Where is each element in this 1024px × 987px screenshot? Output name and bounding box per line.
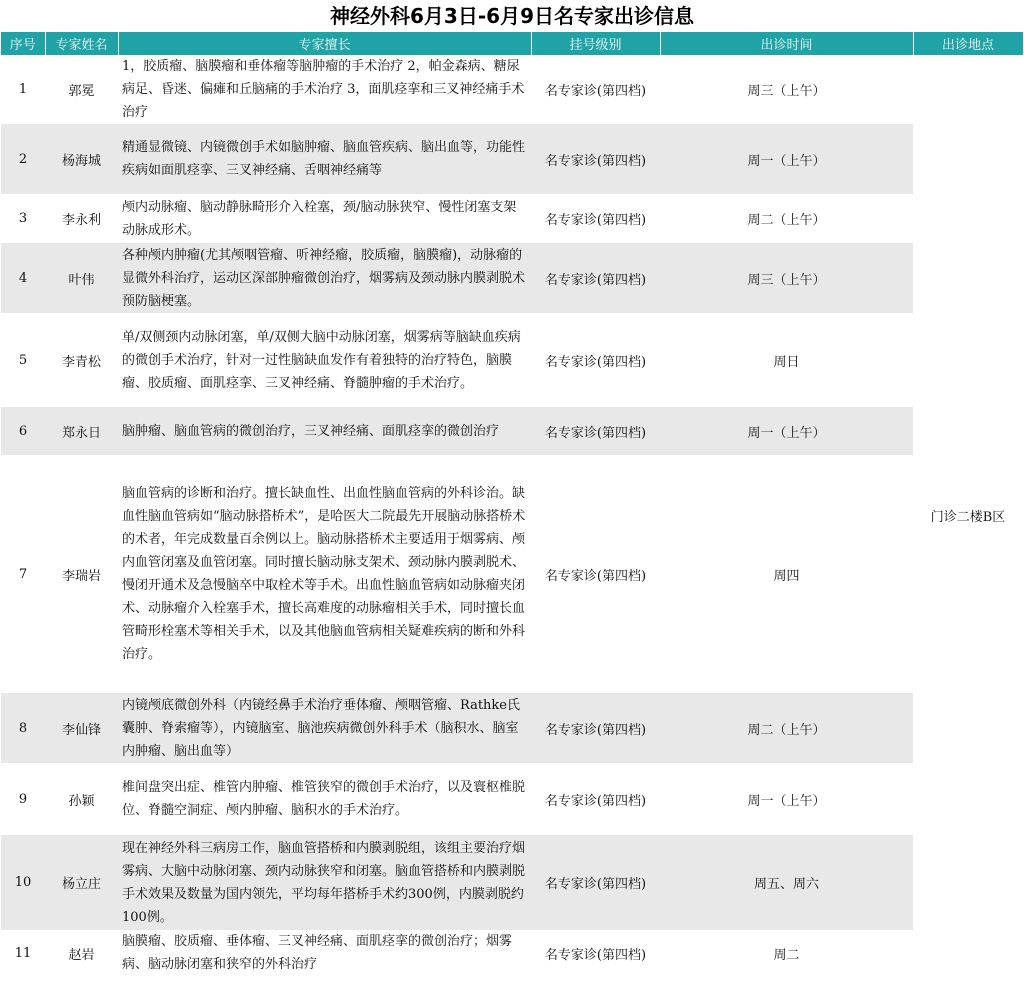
header-level: 挂号级别 [531,32,660,55]
row-specialty: 现在神经外科三病房工作，脑血管搭桥和内膜剥脱组，该组主要治疗烟雾病、大脑中动脉闭塞、颈内动脉狭窄和闭塞。脑血管搭桥和内膜剥脱手术效果及数量为国内领先，平均每年搭桥手术约300例，内膜剥脱约100例。 [118,835,531,930]
row-no: 9 [18,791,28,807]
row-time: 周一（上午） [660,124,913,194]
row-no: 3 [18,211,28,226]
row-no: 10 [1,835,45,930]
row-name: 叶伟 [45,243,118,313]
row-level: 名专家诊(第四档) [544,793,647,809]
row-level: 名专家诊(第四档) [531,243,660,313]
table-header-row [1,32,1023,55]
row-specialty: 各种颅内肿瘤(尤其颅咽管瘤、听神经瘤，胶质瘤，脑膜瘤)，动脉瘤的显微外科治疗，运动区深部肿瘤微创治疗，烟雾病及颈动脉内膜剥脱术预防脑梗塞。 [118,243,531,313]
row-specialty: 1，胶质瘤、脑膜瘤和垂体瘤等脑肿瘤的手术治疗 2，帕金森病、糖尿病足、昏迷、偏瘫和丘脑痛的手术治疗 3，面肌痉挛和三叉神经痛手术治疗 [122,59,525,120]
row-no: 2 [1,124,45,194]
row-no: 7 [18,566,28,582]
row-time: 周四 [773,568,800,584]
header-location: 出诊地点 [913,32,1023,55]
row-specialty: 脑肿瘤、脑血管病的微创治疗，三叉神经痛、面肌痉挛的微创治疗 [118,407,531,455]
row-no: 6 [1,407,45,455]
table-row [1,455,1023,693]
header-no: 序号 [1,32,45,55]
row-name: 李青松 [61,354,101,370]
row-no: 5 [18,352,28,368]
row-name: 孙颖 [68,793,95,809]
row-level: 名专家诊(第四档) [531,835,660,930]
row-time: 周五、周六 [660,835,913,930]
header-name: 专家姓名 [45,32,118,55]
table-row [1,407,1023,455]
row-specialty: 内镜颅底微创外科（内镜经鼻手术治疗垂体瘤、颅咽管瘤、Rathke氏囊肿、脊索瘤等），内镜脑室、脑池疾病微创外科手术（脑积水、脑室内肿瘤、脑出血等） [118,693,531,763]
row-time: 周日 [773,354,800,370]
row-time: 周三（上午） [747,84,826,99]
row-no: 4 [1,243,45,313]
row-specialty: 颅内动脉瘤、脑动静脉畸形介入栓塞，颈/脑动脉狭窄、慢性闭塞支架动脉成形术。 [122,199,517,238]
row-name: 郑永日 [45,407,118,455]
page-title: 神经外科6月3日-6月9日名专家出诊信息 [330,4,694,28]
row-name: 郭冕 [68,84,95,99]
row-level: 名专家诊(第四档) [544,354,647,370]
header-specialty: 专家擅长 [118,32,531,55]
row-name: 李永利 [61,213,101,228]
row-time: 周二（上午） [660,693,913,763]
expert-schedule-table [1,32,1024,976]
clinic-location: 门诊二楼B区 [913,55,1023,976]
row-time: 周二 [773,947,800,963]
row-level: 名专家诊(第四档) [544,84,647,99]
row-time: 周二（上午） [747,213,826,228]
row-no: 11 [14,945,32,961]
row-level: 名专家诊(第四档) [544,568,647,584]
header-time: 出诊时间 [660,32,913,55]
row-specialty: 精通显微镜、内镜微创手术如脑肿瘤、脑血管疾病、脑出血等，功能性疾病如面肌痉挛、三叉神经痛、舌咽神经痛等 [118,124,531,194]
row-time: 周一（上午） [747,793,826,809]
row-no: 8 [1,693,45,763]
row-specialty: 椎间盘突出症、椎管内肿瘤、椎管狭窄的微创手术治疗，以及寰枢椎脱位、脊髓空洞症、颅内肿瘤、脑积水的手术治疗。 [122,780,526,818]
row-level: 名专家诊(第四档) [531,124,660,194]
row-specialty: 单/双侧颈内动脉闭塞，单/双侧大脑中动脉闭塞，烟雾病等脑缺血疾病的微创手术治疗，针对一过性脑缺血发作有着独特的治疗特色，脑膜瘤、胶质瘤、面肌痉挛、三叉神经痛、脊髓肿瘤的手术治疗。 [122,329,521,391]
table-row [1,693,1023,763]
row-no: 1 [18,82,28,97]
row-name: 杨立庄 [45,835,118,930]
table-row [1,124,1023,194]
table-row [1,194,1023,243]
row-name: 赵岩 [68,947,95,963]
table-row [1,930,1023,976]
row-level: 名专家诊(第四档) [544,213,647,228]
row-time: 周三（上午） [660,243,913,313]
table-row [1,763,1023,835]
table-row [1,243,1023,313]
row-name: 李瑞岩 [61,568,101,584]
row-specialty: 脑血管病的诊断和治疗。擅长缺血性、出血性脑血管病的外科诊治。缺血性脑血管病如“脑动脉搭桥术”，是哈医大二院最先开展脑动脉搭桥术的术者，年完成数量百余例以上。脑动脉搭桥术主要适用于烟雾病、颅内血管闭塞及血管闭塞。同时擅长脑动脉支架术、颈动脉内膜剥脱术、慢闭开通术及急慢脑卒中取栓术等手术。出血性脑血管病如动脉瘤夹闭术、动脉瘤介入栓塞手术，擅长高难度的动脉瘤相关手术，同时擅长血管畸形栓塞术等相关手术，以及其他脑血管病相关疑难疾病的断和外科治疗。 [122,486,526,662]
row-name: 李仙锋 [45,693,118,763]
row-level: 名专家诊(第四档) [544,947,647,963]
row-time: 周一（上午） [660,407,913,455]
table-row [1,313,1023,407]
row-specialty: 脑膜瘤、胶质瘤、垂体瘤、三叉神经痛、面肌痉挛的微创治疗；烟雾病、脑动脉闭塞和狭窄的外科治疗 [122,934,513,972]
row-level: 名专家诊(第四档) [531,407,660,455]
table-row [1,835,1023,930]
row-level: 名专家诊(第四档) [531,693,660,763]
table-row [1,55,1023,124]
row-name: 杨海城 [45,124,118,194]
